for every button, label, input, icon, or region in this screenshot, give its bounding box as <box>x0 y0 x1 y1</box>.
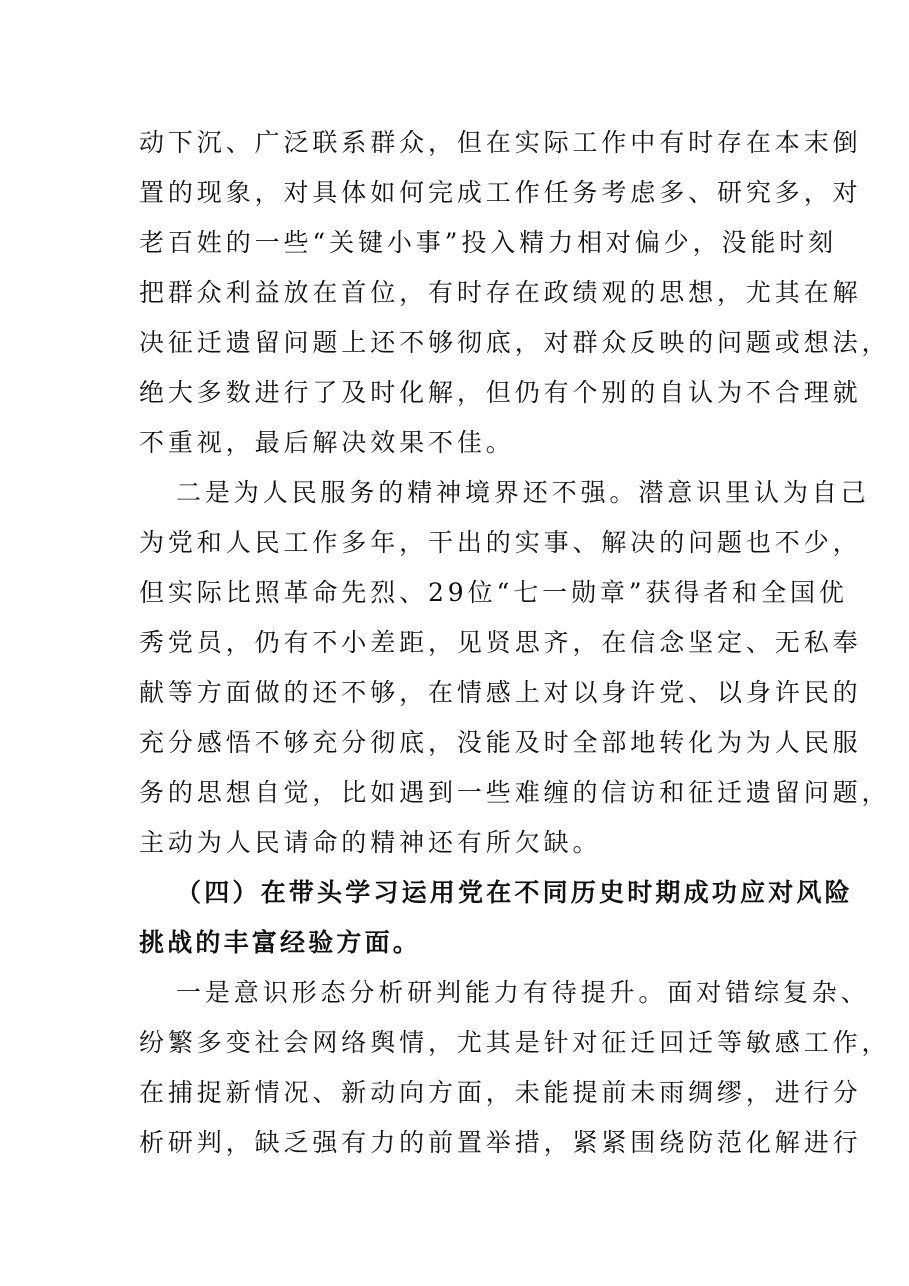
paragraph-line: 但实际比照革命先烈、29位“七一勋章”获得者和全国优 <box>139 578 848 607</box>
paragraph-line: 动下沉、广泛联系群众，但在实际工作中有时存在本末倒 <box>139 128 862 157</box>
paragraph-line: 置的现象，对具体如何完成工作任务考虑多、研究多，对 <box>139 178 862 207</box>
paragraph-line: 在捕捉新情况、新动向方面，未能提前未雨绸缪，进行分 <box>139 1078 862 1107</box>
paragraph-line: 析研判，缺乏强有力的前置举措，紧紧围绕防范化解进行 <box>139 1128 862 1157</box>
paragraph-line: 献等方面做的还不够，在情感上对以身许党、以身许民的 <box>139 678 862 707</box>
paragraph-line: 决征迁遗留问题上还不够彻底，对群众反映的问题或想法， <box>139 328 891 357</box>
paragraph-line: 主动为人民请命的精神还有所欠缺。 <box>139 828 602 857</box>
paragraph-line: 绝大多数进行了及时化解，但仍有个别的自认为不合理就 <box>139 378 862 407</box>
paragraph-line: 一是意识形态分析研判能力有待提升。面对错综复杂、 <box>176 978 870 1007</box>
paragraph-line: 充分感悟不够充分彻底，没能及时全部地转化为为人民服 <box>139 728 862 757</box>
paragraph-line: 不重视，最后解决效果不佳。 <box>139 428 515 457</box>
paragraph-line: 秀党员，仍有不小差距，见贤思齐，在信念坚定、无私奉 <box>139 628 862 657</box>
paragraph-line: 务的思想自觉，比如遇到一些难缠的信访和征迁遗留问题， <box>139 778 891 807</box>
paragraph-line: 二是为人民服务的精神境界还不强。潜意识里认为自己 <box>176 478 870 507</box>
section-heading: 挑战的丰富经验方面。 <box>139 928 422 957</box>
paragraph-line: 把群众利益放在首位，有时存在政绩观的思想，尤其在解 <box>139 278 862 307</box>
paragraph-line: 老百姓的一些“关键小事”投入精力相对偏少，没能时刻 <box>139 228 838 257</box>
paragraph-line: 纷繁多变社会网络舆情，尤其是针对征迁回迁等敏感工作， <box>139 1028 891 1057</box>
paragraph-line: 为党和人民工作多年，干出的实事、解决的问题也不少， <box>139 528 862 557</box>
section-heading: （四）在带头学习运用党在不同历史时期成功应对风险 <box>176 878 853 907</box>
